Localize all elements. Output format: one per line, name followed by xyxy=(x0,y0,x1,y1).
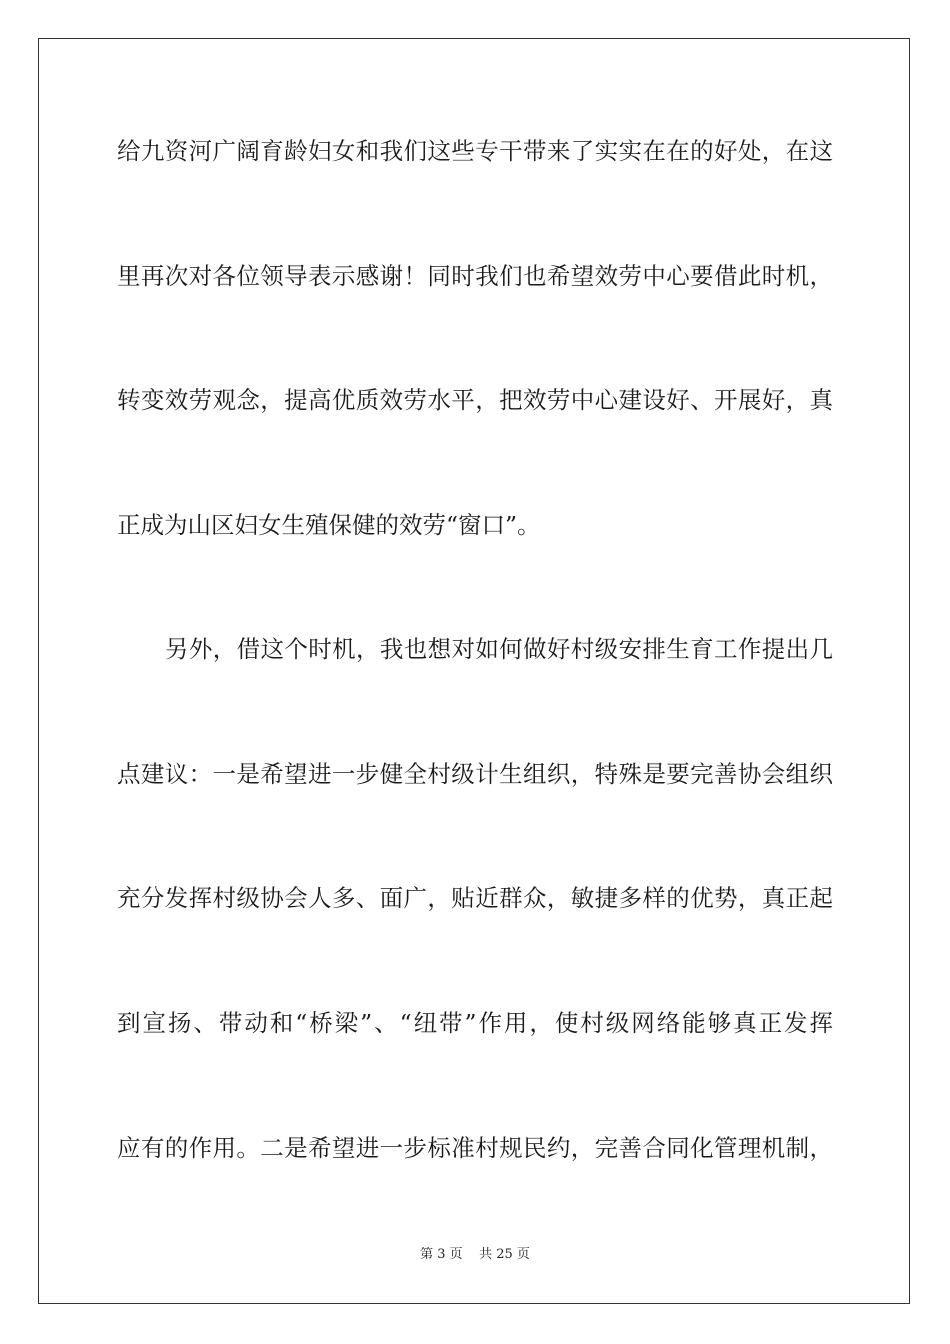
body-line-1: 给九资河广阔育龄妇女和我们这些专干带来了实实在在的好处，在这 xyxy=(117,137,833,165)
body-line-2: 里再次对各位领导表示感谢！同时我们也希望效劳中心要借此时机， xyxy=(117,262,833,290)
body-line-5: 另外，借这个时机，我也想对如何做好村级安排生育工作提出几 xyxy=(165,635,833,663)
page-frame xyxy=(38,38,910,1304)
page-number-footer: 第 3 页 共 25 页 xyxy=(420,1247,530,1262)
body-line-6: 点建议：一是希望进一步健全村级计生组织，特殊是要完善协会组织 xyxy=(117,760,833,788)
body-line-9: 应有的作用。二是希望进一步标准村规民约，完善合同化管理机制， xyxy=(117,1134,833,1162)
body-line-8: 到宣扬、带动和“桥梁”、“纽带”作用，使村级网络能够真正发挥 xyxy=(117,1009,833,1037)
body-line-3: 转变效劳观念，提高优质效劳水平，把效劳中心建设好、开展好，真 xyxy=(117,386,833,414)
body-line-7: 充分发挥村级协会人多、面广，贴近群众，敏捷多样的优势，真正起 xyxy=(117,884,833,912)
body-line-4: 正成为山区妇女生殖保健的效劳“窗口”。 xyxy=(117,511,541,539)
